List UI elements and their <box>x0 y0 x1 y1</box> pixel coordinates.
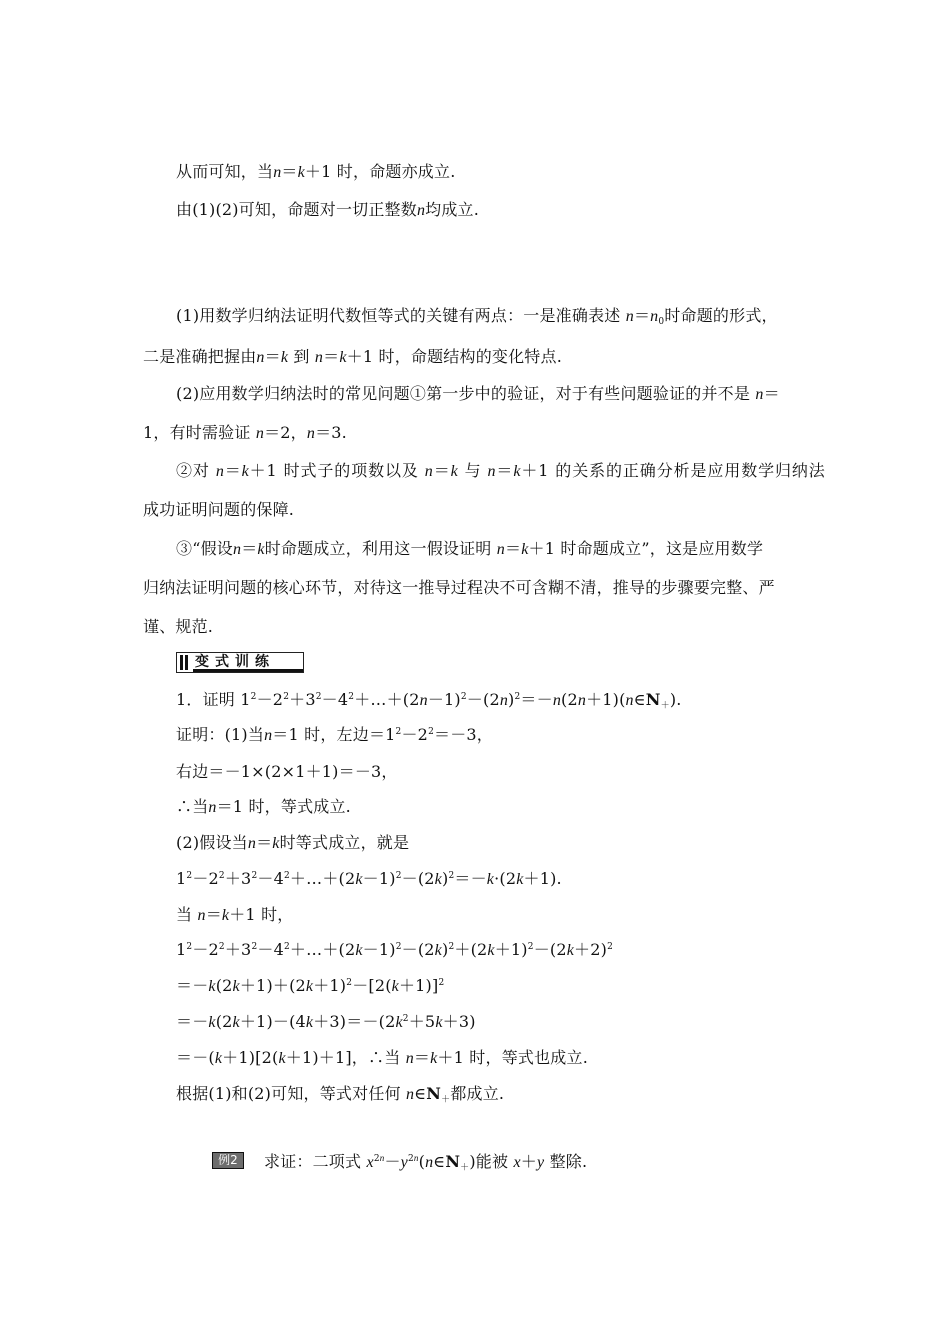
text-line: 1．证明 $1^2-2^2+3^2-4^2+\dots+(2n-1)^2-(2n)^2=-n(2n+1)(n\in N_+)$. <box>176 690 682 711</box>
text-line: 从而可知，当n＝k＋1 时，命题亦成立. <box>176 162 456 181</box>
text-line: 求证：二项式 $x^{2n}-y^{2n}(n\in N_+)$能被 x＋y 整除. <box>264 1152 588 1173</box>
text-line: 归纳法证明问题的核心环节，对待这一推导过程决不可含糊不清，推导的步骤要完整、严 <box>143 578 775 597</box>
bars-icon <box>180 655 192 670</box>
text-line: (2)应用数学归纳法时的常见问题①第一步中的验证，对于有些问题验证的并不是 n＝ <box>176 384 780 403</box>
text-line: 由(1)(2)可知，命题对一切正整数n均成立. <box>176 200 480 219</box>
text-line: ∴当n＝1 时，等式成立. <box>176 797 351 816</box>
text-line: 谨、规范. <box>143 617 214 636</box>
text-line: 当 n＝k＋1 时， <box>176 905 294 924</box>
text-line: ＝－(k＋1)[2(k＋1)＋1]，∴当 n＝k＋1 时，等式也成立. <box>176 1048 588 1067</box>
text-line: $1^2-2^2+3^2-4^2+\dots+(2k-1)^2-(2k)^2+(2k+1)^2-(2k+2)^2$ <box>176 940 613 959</box>
text-line: $=-k(2k+1)+(2k+1)^2-[2(k+1)]^2$ <box>176 976 445 995</box>
example-badge: 例2 <box>212 1152 244 1169</box>
text-line: (1)用数学归纳法证明代数恒等式的关键有两点：一是准确表述 $n=n_0$时命题的形式， <box>176 306 778 327</box>
text-line: 成功证明问题的保障. <box>143 500 295 519</box>
text-line: 右边＝－1×(2×1＋1)＝－3， <box>176 762 398 781</box>
text-line: $=-k(2k+1)-(4k+3)=-(2k^2+5k+3)$ <box>176 1012 476 1031</box>
section-banner <box>176 652 304 673</box>
text-line: 证明：(1)当n＝1 时，左边$=1^2-2^2=-3$， <box>176 725 493 744</box>
text-line: 二是准确把握由n＝k 到 n＝k＋1 时，命题结构的变化特点. <box>143 347 562 366</box>
text-line: 根据(1)和(2)可知，等式对任何 $n\in N_+$都成立. <box>176 1084 505 1105</box>
banner-label: 变式训练 <box>195 654 275 670</box>
text-line: ③“假设n＝k时命题成立，利用这一假设证明 n＝k＋1 时命题成立”，这是应用数学 <box>176 539 764 558</box>
text-line: $1^2-2^2+3^2-4^2+\dots+(2k-1)^2-(2k)^2=-k\cdot(2k+1)$. <box>176 869 562 888</box>
text-line: 1，有时需验证 n＝2，n＝3. <box>143 423 347 442</box>
text-line: ②对 n＝k＋1 时式子的项数以及 n＝k 与 n＝k＋1 的关系的正确分析是应用数学归纳法 <box>176 461 826 480</box>
text-line: (2)假设当n＝k时等式成立，就是 <box>176 833 410 852</box>
